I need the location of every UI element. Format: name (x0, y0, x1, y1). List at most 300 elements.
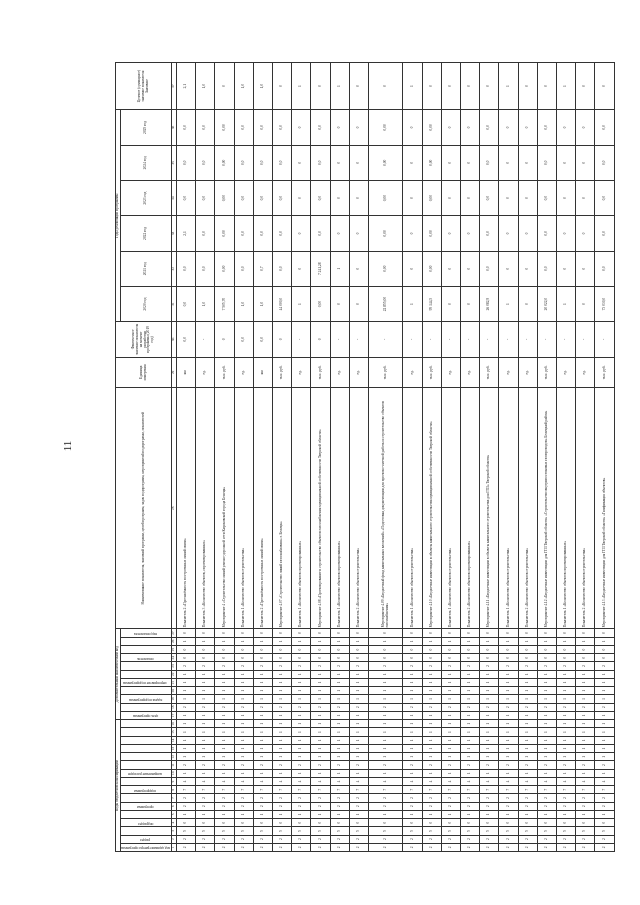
year-value-cell: 0 (330, 216, 349, 251)
code-cell: 4 (576, 777, 595, 785)
table-row (177, 63, 196, 852)
year-value-cell: 1,0 (196, 286, 215, 321)
code-cell: 0 (196, 654, 215, 662)
code-cell: 1 (349, 670, 368, 678)
code-cell: 7 (215, 786, 234, 794)
header-budget-code-col (120, 835, 172, 843)
code-cell: 0 (330, 819, 349, 827)
year-value-cell: 0,00 (215, 180, 234, 215)
code-cell: 0 (576, 629, 595, 637)
code-cell: 5 (330, 827, 349, 835)
code-cell: 5 (576, 827, 595, 835)
header-code-label: задача подпрограммы (128, 697, 162, 702)
code-cell: 1 (234, 687, 253, 695)
code-cell: 1 (177, 720, 196, 728)
code-cell: 1 (595, 753, 615, 761)
code-cell: 0 (253, 645, 272, 653)
code-cell: 2 (273, 662, 292, 670)
code-cell: 2 (292, 835, 311, 843)
code-cell: 0 (499, 645, 518, 653)
target-value-cell: 0 (349, 63, 368, 110)
code-cell: 1 (595, 678, 615, 686)
year-value-cell: 0,0 (177, 251, 196, 286)
code-cell: 2 (311, 761, 330, 769)
year-value-cell: 0,00 (369, 145, 403, 180)
code-cell: 2 (273, 794, 292, 802)
code-cell: 2 (499, 835, 518, 843)
code-cell: 2 (292, 843, 311, 851)
column-number: 30 (172, 322, 177, 357)
code-cell: 7 (369, 786, 403, 794)
code-cell: 2 (557, 835, 576, 843)
code-cell: 1 (441, 720, 460, 728)
code-cell: 2 (330, 843, 349, 851)
code-cell: 0 (441, 645, 460, 653)
code-cell: 1 (441, 753, 460, 761)
table-row (311, 63, 330, 852)
unit-cell: ед. (518, 357, 537, 388)
target-value-cell: 1 (499, 63, 518, 110)
year-value-cell: 0,0 (196, 216, 215, 251)
code-cell: 5 (422, 827, 441, 835)
code-cell: 1 (273, 736, 292, 744)
code-cell: 0 (292, 654, 311, 662)
year-value-cell: 0,00 (369, 251, 403, 286)
code-cell: 0 (557, 629, 576, 637)
code-cell: 2 (177, 835, 196, 843)
code-cell: 1 (537, 810, 556, 818)
code-cell: 1 (441, 670, 460, 678)
code-cell: 2 (292, 761, 311, 769)
year-value-cell: 73 030,0 (595, 286, 615, 321)
year-value-cell: 0 (403, 110, 422, 145)
year-value-cell: 0,0 (196, 110, 215, 145)
code-cell: 1 (177, 728, 196, 736)
code-cell: 1 (595, 687, 615, 695)
code-cell: 2 (369, 802, 403, 810)
fact-cell: 0,0 (253, 322, 272, 357)
year-value-cell: 0 (349, 110, 368, 145)
code-cell: 0 (461, 654, 480, 662)
code-cell: 1 (422, 711, 441, 719)
header-years: Годы реализации программы (116, 110, 121, 322)
table-row (537, 63, 556, 852)
indicator-name-cell: Мероприятие 4.13 «Бюджетные инвестиции для ГПЗ Тверской области» «Газификация объектов» (595, 388, 615, 629)
code-cell: 0 (177, 654, 196, 662)
indicator-name-cell: Показатель 2 «Количество объектов спроектированных» (461, 388, 480, 629)
code-cell: 0 (196, 645, 215, 653)
indicator-name-cell: Показатель 1 «Количество объектов строительства» (441, 388, 460, 629)
year-value-cell: 0,0 (311, 110, 330, 145)
code-cell: 1 (369, 637, 403, 645)
code-cell: 5 (518, 827, 537, 835)
code-cell: 1 (369, 670, 403, 678)
code-cell: 1 (576, 695, 595, 703)
target-value-cell: 0 (422, 63, 441, 110)
code-cell: 1 (480, 728, 499, 736)
code-cell: 1 (292, 744, 311, 752)
column-number: 23 (172, 662, 177, 670)
year-value-cell: 0,0 (537, 180, 556, 215)
code-cell: 1 (441, 637, 460, 645)
code-cell: 0 (253, 819, 272, 827)
code-cell: 1 (595, 711, 615, 719)
code-cell: 1 (441, 695, 460, 703)
header-year: 2020 год (120, 286, 172, 321)
code-cell: 1 (422, 670, 441, 678)
code-cell: 0 (292, 819, 311, 827)
code-cell: 1 (403, 769, 422, 777)
code-cell: 1 (441, 687, 460, 695)
code-cell: 0 (349, 629, 368, 637)
column-number: 6 (172, 802, 177, 810)
unit-cell: ед. (196, 357, 215, 388)
code-cell: 2 (518, 843, 537, 851)
code-cell: 0 (292, 629, 311, 637)
code-cell: 1 (330, 810, 349, 818)
code-cell: 5 (311, 827, 330, 835)
code-cell: 0 (215, 819, 234, 827)
code-cell: 0 (234, 654, 253, 662)
table-row (215, 63, 234, 852)
code-cell: 1 (196, 720, 215, 728)
unit-cell: ед. (499, 357, 518, 388)
code-cell: 1 (576, 678, 595, 686)
code-cell: 2 (557, 761, 576, 769)
column-number: 13 (172, 744, 177, 752)
code-cell: 0 (234, 629, 253, 637)
year-value-cell: 0,00 (311, 286, 330, 321)
code-cell: 1 (292, 769, 311, 777)
code-cell: 0 (518, 645, 537, 653)
header-budget-codes: Коды бюджетной классификации (116, 720, 121, 852)
code-cell: 1 (557, 678, 576, 686)
code-cell: 1 (177, 670, 196, 678)
code-cell: 1 (499, 711, 518, 719)
column-number: 25 (172, 645, 177, 653)
code-cell: 1 (537, 670, 556, 678)
unit-cell: ед. (403, 357, 422, 388)
code-cell: 2 (273, 843, 292, 851)
code-cell: 2 (557, 662, 576, 670)
target-value-cell: 0 (595, 63, 615, 110)
code-cell: 4 (441, 777, 460, 785)
code-cell: 1 (196, 810, 215, 818)
code-cell: 1 (518, 637, 537, 645)
code-cell: 1 (330, 753, 349, 761)
code-cell: 1 (311, 637, 330, 645)
code-cell: 2 (576, 703, 595, 711)
code-cell: 0 (403, 819, 422, 827)
code-cell: 2 (480, 662, 499, 670)
year-value-cell: 0 (518, 145, 537, 180)
fact-cell: 0 (215, 322, 234, 357)
code-cell: 2 (292, 794, 311, 802)
column-number: 11 (172, 761, 177, 769)
column-number: 12 (172, 753, 177, 761)
code-cell: 1 (422, 678, 441, 686)
code-cell: 0 (253, 629, 272, 637)
code-cell: 2 (215, 794, 234, 802)
column-number: 24 (172, 654, 177, 662)
header-budget-code-col (120, 736, 172, 744)
rotated-table-area (115, 62, 615, 852)
year-value-cell: 0 (330, 180, 349, 215)
code-cell: 2 (576, 794, 595, 802)
unit-cell: тыс. руб. (273, 357, 292, 388)
code-cell: 7 (311, 786, 330, 794)
code-cell: 2 (311, 802, 330, 810)
year-value-cell: 0,0 (273, 180, 292, 215)
code-cell: 0 (576, 819, 595, 827)
code-cell: 2 (595, 843, 615, 851)
code-cell: 1 (311, 769, 330, 777)
year-value-cell: 0,0 (253, 145, 272, 180)
year-value-cell: 0 (349, 145, 368, 180)
code-cell: 4 (480, 777, 499, 785)
code-cell: 1 (177, 678, 196, 686)
column-number: 8 (172, 786, 177, 794)
year-value-cell: 0 (349, 180, 368, 215)
code-cell: 7 (349, 786, 368, 794)
code-cell: 7 (518, 786, 537, 794)
year-value-cell: 0 (330, 110, 349, 145)
code-cell: 1 (292, 720, 311, 728)
code-cell: 1 (177, 695, 196, 703)
code-cell: 1 (215, 769, 234, 777)
code-cell: 2 (234, 761, 253, 769)
year-value-cell: 0 (461, 251, 480, 286)
table-row (349, 63, 368, 852)
code-cell: 2 (557, 703, 576, 711)
code-cell: 7 (330, 786, 349, 794)
target-value-cell: 1 (292, 63, 311, 110)
header-fact: Фактическое значение показателя на момент разработки программы (2019 год) (116, 322, 172, 357)
header-budget-code-col (120, 744, 172, 752)
year-value-cell: 0,0 (595, 110, 615, 145)
code-cell: 2 (253, 761, 272, 769)
year-value-cell: 0,0 (537, 216, 556, 251)
code-cell: 4 (461, 777, 480, 785)
fact-cell: - (403, 322, 422, 357)
header-budget-code-col (120, 728, 172, 736)
code-cell: 1 (349, 711, 368, 719)
header-budget-code-col (120, 794, 172, 802)
code-cell: 1 (311, 711, 330, 719)
target-value-cell: 0 (441, 63, 460, 110)
code-cell: 2 (461, 843, 480, 851)
code-cell: 2 (273, 761, 292, 769)
column-number: 19 (172, 695, 177, 703)
code-cell: 2 (441, 703, 460, 711)
code-cell: 1 (557, 695, 576, 703)
code-cell: 2 (499, 761, 518, 769)
code-cell: 1 (461, 687, 480, 695)
code-cell: 2 (557, 843, 576, 851)
code-cell: 1 (518, 744, 537, 752)
code-cell: 2 (518, 703, 537, 711)
table-row (576, 63, 595, 852)
code-cell: 0 (461, 645, 480, 653)
year-value-cell: 0 (461, 110, 480, 145)
code-cell: 1 (330, 744, 349, 752)
code-cell: 1 (576, 687, 595, 695)
target-value-cell: 0 (215, 63, 234, 110)
code-cell: 1 (253, 769, 272, 777)
indicator-name-cell: Показатель 1 «Количество объектов строительства» (403, 388, 422, 629)
code-cell: 1 (292, 687, 311, 695)
year-value-cell: 0,0 (177, 145, 196, 180)
code-cell: 1 (215, 736, 234, 744)
year-value-cell: 0,00 (369, 180, 403, 215)
year-value-cell: 0,0 (196, 180, 215, 215)
code-cell: 1 (253, 753, 272, 761)
header-code-label: код администратора программы (120, 846, 170, 851)
page-number: 11 (62, 440, 74, 452)
code-cell: 2 (537, 802, 556, 810)
code-cell: 2 (215, 703, 234, 711)
year-value-cell: 0,0 (595, 145, 615, 180)
year-value-cell: 0,0 (311, 216, 330, 251)
code-cell: 2 (461, 662, 480, 670)
year-value-cell: 1,0 (234, 286, 253, 321)
code-cell: 2 (253, 794, 272, 802)
code-cell: 2 (234, 703, 253, 711)
year-value-cell: 0,00 (215, 145, 234, 180)
code-cell: 1 (595, 637, 615, 645)
year-value-cell: 0,0 (480, 251, 499, 286)
year-value-cell: 22 855,00 (369, 286, 403, 321)
year-value-cell: 0 (576, 286, 595, 321)
header-budget-code-col (120, 810, 172, 818)
code-cell: 2 (403, 835, 422, 843)
column-number: 7 (172, 794, 177, 802)
code-cell: 1 (422, 753, 441, 761)
code-cell: 1 (595, 744, 615, 752)
year-value-cell: 0 (349, 251, 368, 286)
indicator-name-cell: Мероприятие 4.12 «Бюджетные инвестиции для ГПЗ Тверской области» «Строительство внутрипоселковых газопроводов» Бежецкий район» (537, 388, 556, 629)
code-cell: 2 (215, 761, 234, 769)
year-value-cell: 0,0 (234, 180, 253, 215)
code-cell: 2 (480, 703, 499, 711)
year-value-cell: 1 (292, 286, 311, 321)
code-cell: 7 (557, 786, 576, 794)
table-row (253, 63, 272, 852)
year-value-cell: 0,0 (196, 251, 215, 286)
unit-cell: ед. (557, 357, 576, 388)
code-cell: 0 (441, 654, 460, 662)
code-cell: 0 (518, 629, 537, 637)
year-value-cell: 0 (518, 251, 537, 286)
table-row (196, 63, 215, 852)
program-indicators-table (115, 62, 615, 852)
year-value-cell: 0 (461, 180, 480, 215)
year-value-cell: 0,0 (234, 251, 253, 286)
code-cell: 1 (557, 810, 576, 818)
code-cell: 1 (422, 728, 441, 736)
fact-cell: - (461, 322, 480, 357)
code-cell: 1 (349, 744, 368, 752)
header-program-code-col (120, 645, 172, 653)
year-value-cell: 0,0 (177, 180, 196, 215)
code-cell: 1 (196, 670, 215, 678)
code-cell: 2 (215, 835, 234, 843)
code-cell: 5 (196, 827, 215, 835)
code-cell: 1 (576, 637, 595, 645)
year-value-cell: 0,00 (215, 251, 234, 286)
code-cell: 1 (441, 744, 460, 752)
code-cell: 1 (537, 736, 556, 744)
code-cell: 1 (177, 687, 196, 695)
code-cell: 1 (330, 711, 349, 719)
code-cell: 0 (422, 645, 441, 653)
code-cell: 1 (292, 678, 311, 686)
code-cell: 1 (461, 670, 480, 678)
code-cell: 0 (595, 654, 615, 662)
code-cell: 1 (518, 695, 537, 703)
year-value-cell: 0 (441, 110, 460, 145)
code-cell: 1 (311, 695, 330, 703)
unit-cell: тыс. руб. (422, 357, 441, 388)
header-program-code-col (120, 678, 172, 686)
code-cell: 7 (461, 786, 480, 794)
code-cell: 1 (576, 670, 595, 678)
code-cell: 1 (557, 687, 576, 695)
unit-cell: тыс. руб. (369, 357, 403, 388)
year-value-cell: 0 (499, 216, 518, 251)
code-cell: 0 (349, 645, 368, 653)
code-cell: 2 (177, 703, 196, 711)
code-cell: 2 (537, 761, 556, 769)
code-cell: 1 (234, 744, 253, 752)
code-cell: 1 (422, 769, 441, 777)
table-row (595, 63, 615, 852)
code-cell: 1 (537, 744, 556, 752)
code-cell: 2 (441, 662, 460, 670)
code-cell: 2 (441, 802, 460, 810)
unit-cell: ед. (349, 357, 368, 388)
column-number: 22 (172, 670, 177, 678)
target-value-cell: 1,0 (196, 63, 215, 110)
code-cell: 0 (330, 645, 349, 653)
code-cell: 1 (234, 637, 253, 645)
code-cell: 1 (403, 637, 422, 645)
year-value-cell: 0,0 (253, 110, 272, 145)
code-cell: 1 (537, 687, 556, 695)
target-value-cell: 0 (576, 63, 595, 110)
code-cell: 2 (196, 802, 215, 810)
target-value-cell: 0 (369, 63, 403, 110)
year-value-cell: 0 (557, 216, 576, 251)
code-cell: 0 (234, 645, 253, 653)
code-cell: 4 (292, 777, 311, 785)
code-cell: 1 (234, 678, 253, 686)
code-cell: 1 (215, 670, 234, 678)
indicator-name-cell: Мероприятие 4.10 «Бюджетные инвестиции в объекты капитального строительства муниципальной собственности Тверской области» (422, 388, 441, 629)
year-value-cell: 0 (403, 251, 422, 286)
code-cell: 2 (403, 843, 422, 851)
code-cell: 2 (369, 843, 403, 851)
code-cell: 2 (253, 662, 272, 670)
fact-cell: - (330, 322, 349, 357)
code-cell: 0 (177, 645, 196, 653)
code-cell: 2 (311, 835, 330, 843)
code-cell: 0 (499, 629, 518, 637)
code-cell: 2 (234, 662, 253, 670)
code-cell: 1 (292, 728, 311, 736)
code-cell: 1 (537, 678, 556, 686)
year-value-cell: 0 (557, 251, 576, 286)
